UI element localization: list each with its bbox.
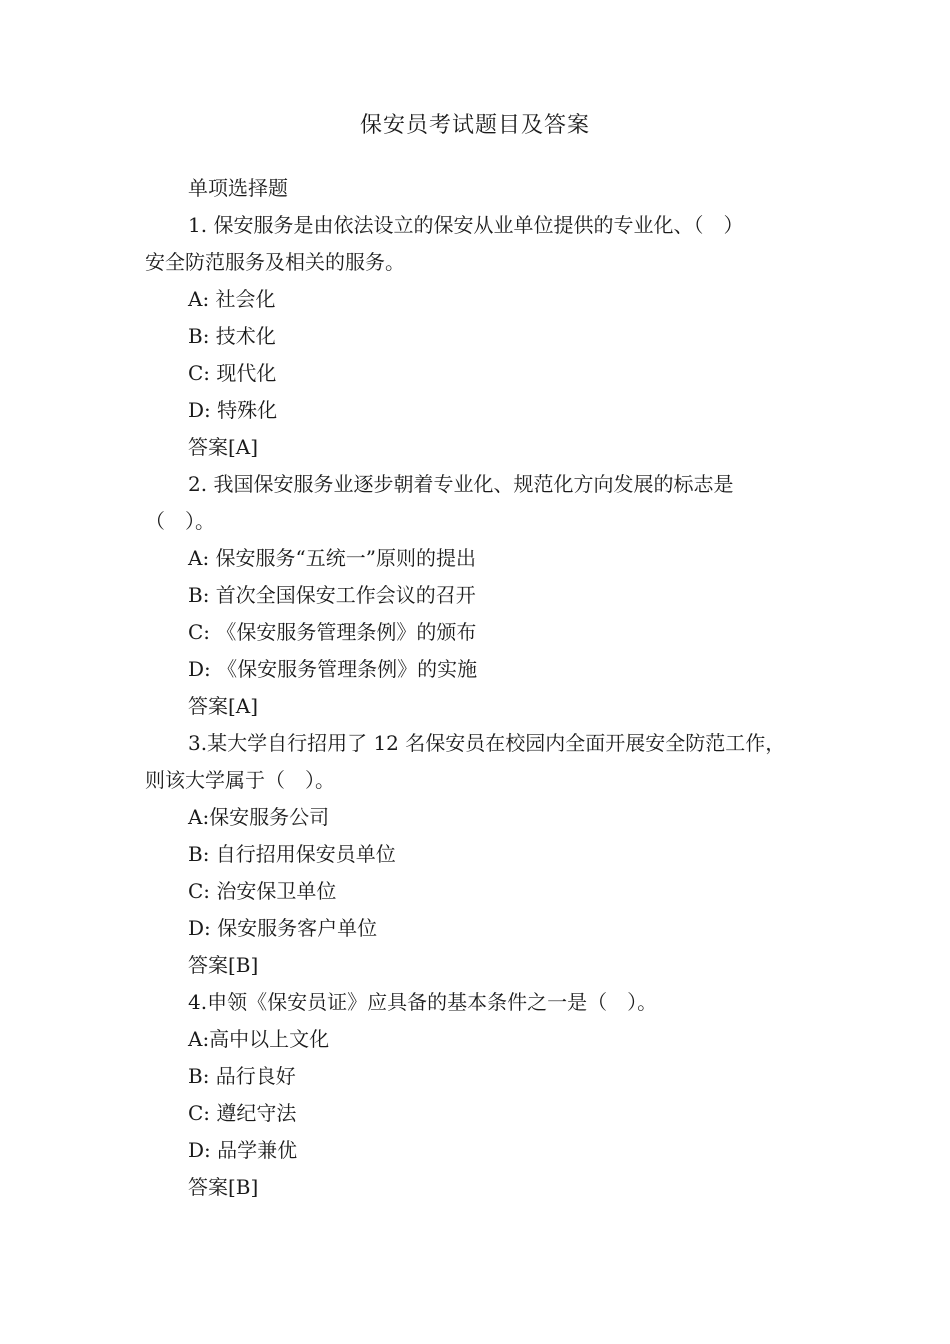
question-3: [145, 725, 825, 984]
question-1: [145, 207, 825, 466]
option-a: A: 社会化: [188, 287, 276, 311]
option-a: A:高中以上文化: [188, 1027, 330, 1051]
question-stem: 2. 我国保安服务业逐步朝着专业化、规范化方向发展的标志是: [188, 472, 734, 496]
option-d: D: 保安服务客户单位: [188, 916, 378, 940]
section-heading: 单项选择题: [188, 176, 288, 200]
question-2: [145, 466, 825, 725]
option-c: C: 治安保卫单位: [188, 879, 337, 903]
option-b: B: 首次全国保安工作会议的召开: [188, 583, 476, 607]
answer: 答案[B]: [188, 953, 259, 977]
question-4: [145, 984, 825, 1206]
answer: 答案[A]: [188, 435, 259, 459]
answer: 答案[A]: [188, 694, 259, 718]
document-title: 保安员考试题目及答案: [359, 113, 590, 138]
question-stem: 1. 保安服务是由依法设立的保安从业单位提供的专业化、（ ）: [188, 213, 744, 237]
document-body: [145, 170, 825, 1206]
option-b: B: 技术化: [188, 324, 276, 348]
question-stem: 4.申领《保安员证》应具备的基本条件之一是（ ）。: [188, 990, 658, 1014]
option-d: D: 品学兼优: [188, 1138, 298, 1162]
question-stem-continued: 安全防范服务及相关的服务。: [145, 250, 405, 274]
option-c: C: 现代化: [188, 361, 277, 385]
option-a: A:保安服务公司: [188, 805, 330, 829]
option-b: B: 自行招用保安员单位: [188, 842, 396, 866]
option-c: C: 遵纪守法: [188, 1101, 297, 1125]
option-a: A: 保安服务“五统一”原则的提出: [188, 546, 476, 570]
answer: 答案[B]: [188, 1175, 259, 1199]
option-d: D: 《保安服务管理条例》的实施: [188, 657, 478, 681]
question-stem-continued: 则该大学属于（ ）。: [145, 768, 335, 792]
option-b: B: 品行良好: [188, 1064, 296, 1088]
question-stem: 3.某大学自行招用了 12 名保安员在校园内全面开展安全防范工作，: [188, 731, 786, 755]
question-stem-continued: （ ）。: [145, 509, 215, 533]
option-d: D: 特殊化: [188, 398, 278, 422]
option-c: C: 《保安服务管理条例》的颁布: [188, 620, 477, 644]
